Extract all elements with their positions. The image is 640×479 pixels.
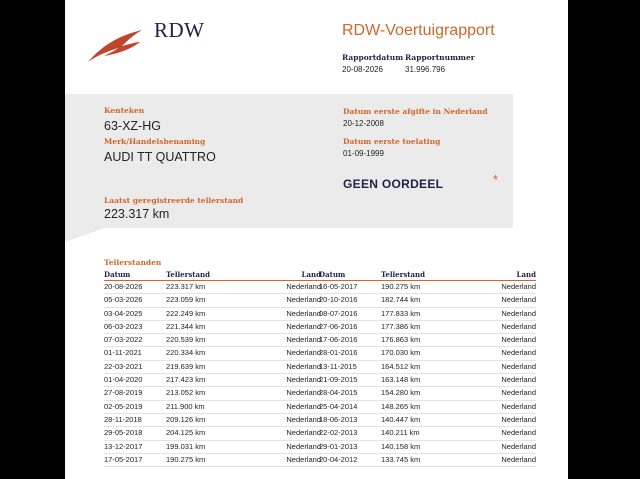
- table-row: [104, 374, 321, 387]
- row-country: Nederland: [501, 348, 536, 358]
- table-row: [104, 308, 321, 321]
- odometer-label: Laatst geregistreerde tellerstand: [104, 196, 244, 205]
- report-date-label: Rapportdatum: [342, 53, 404, 62]
- table-row: [104, 334, 321, 347]
- row-date: 28-11-2018: [104, 414, 142, 424]
- brand-name: RDW: [154, 18, 205, 42]
- row-country: Nederland: [286, 375, 321, 385]
- row-date: 06-03-2023: [104, 321, 143, 331]
- row-date: 08-07-2016: [319, 308, 358, 318]
- row-odometer: 182.744 km: [381, 295, 421, 305]
- column-header-country: Land: [301, 270, 321, 279]
- table-row: [319, 441, 536, 454]
- table-row: [104, 401, 321, 414]
- readings-table-right: [319, 270, 536, 467]
- row-date: 03-04-2025: [104, 308, 143, 318]
- table-row: [319, 281, 536, 294]
- table-row: [319, 454, 536, 467]
- row-odometer: 213.052 km: [166, 388, 206, 398]
- table-row: [104, 454, 321, 467]
- readings-title: Tellerstanden: [104, 258, 162, 267]
- row-country: Nederland: [501, 375, 536, 385]
- row-country: Nederland: [501, 428, 536, 438]
- report-number-label: Rapportnummer: [405, 53, 475, 62]
- row-odometer: 164.512 km: [381, 361, 421, 371]
- first-nl-value: 20-12-2008: [343, 119, 384, 128]
- table-row: [104, 347, 321, 360]
- row-country: Nederland: [286, 348, 321, 358]
- verdict-asterisk: *: [493, 172, 499, 187]
- row-date: 07-03-2022: [104, 335, 143, 345]
- table-row: [319, 414, 536, 427]
- row-country: Nederland: [286, 388, 321, 398]
- row-country: Nederland: [286, 308, 321, 318]
- row-date: 27-08-2019: [104, 388, 143, 398]
- odometer-value: 223.317 km: [104, 207, 170, 221]
- table-row: [319, 401, 536, 414]
- table-row: [319, 308, 536, 321]
- row-date: 29-05-2018: [104, 428, 143, 438]
- row-date: 27-06-2016: [319, 321, 358, 331]
- row-odometer: 177.833 km: [381, 308, 421, 318]
- readings-table-left: [104, 270, 321, 467]
- table-row: [104, 414, 321, 427]
- row-country: Nederland: [501, 441, 536, 451]
- row-country: Nederland: [501, 295, 536, 305]
- panel-corner: [65, 228, 105, 242]
- odometer-verdict: GEEN OORDEEL: [343, 177, 444, 191]
- row-date: 21-09-2015: [319, 375, 358, 385]
- row-country: Nederland: [286, 441, 321, 451]
- row-odometer: 133.745 km: [381, 454, 421, 464]
- column-header-date: Datum: [319, 270, 346, 279]
- row-odometer: 204.125 km: [166, 428, 206, 438]
- row-date: 28-04-2015: [319, 388, 358, 398]
- row-date: 17-06-2016: [319, 335, 358, 345]
- row-odometer: 221.344 km: [166, 321, 206, 331]
- table-row: [319, 347, 536, 360]
- row-odometer: 220.334 km: [166, 348, 206, 358]
- plate-value: 63-XZ-HG: [104, 119, 161, 133]
- row-date: 20-08-2026: [104, 282, 143, 291]
- row-country: Nederland: [286, 282, 321, 291]
- table-row: [319, 427, 536, 440]
- plate-label: Kenteken: [104, 106, 145, 115]
- row-country: Nederland: [501, 308, 536, 318]
- row-country: Nederland: [501, 361, 536, 371]
- row-odometer: 140.211 km: [381, 428, 420, 438]
- make-label: Merk/Handelsbenaming: [104, 137, 206, 146]
- row-country: Nederland: [286, 361, 321, 371]
- row-odometer: 199.031 km: [166, 441, 206, 451]
- rdw-logo-icon: [86, 24, 146, 64]
- row-odometer: 148.265 km: [381, 401, 421, 411]
- row-date: 16-05-2017: [319, 282, 358, 291]
- row-date: 28-01-2016: [319, 348, 358, 358]
- column-header-odometer: Tellerstand: [381, 270, 426, 279]
- table-header: [104, 270, 321, 281]
- row-country: Nederland: [286, 401, 321, 411]
- table-row: [104, 321, 321, 334]
- row-country: Nederland: [286, 454, 321, 464]
- table-row: [104, 361, 321, 374]
- row-date: 22-02-2013: [319, 428, 358, 438]
- table-header: [319, 270, 536, 281]
- row-country: Nederland: [501, 321, 536, 331]
- row-odometer: 209.126 km: [166, 414, 206, 424]
- column-header-odometer: Tellerstand: [166, 270, 211, 279]
- row-country: Nederland: [286, 321, 321, 331]
- report-date: 20-08-2026: [342, 65, 383, 74]
- row-odometer: 177.386 km: [381, 321, 421, 331]
- report-title: RDW-Voertuigrapport: [342, 22, 495, 39]
- row-odometer: 190.275 km: [381, 282, 421, 291]
- row-odometer: 223.317 km: [166, 282, 206, 291]
- row-odometer: 211.900 km: [166, 401, 205, 411]
- row-date: 01-11-2021: [104, 348, 142, 358]
- table-row: [319, 387, 536, 400]
- row-date: 18-06-2013: [319, 414, 358, 424]
- row-date: 22-03-2021: [104, 361, 143, 371]
- row-country: Nederland: [501, 282, 536, 291]
- row-date: 01-04-2020: [104, 375, 143, 385]
- table-row: [319, 361, 536, 374]
- row-country: Nederland: [501, 454, 536, 464]
- table-row: [104, 294, 321, 307]
- row-country: Nederland: [286, 414, 321, 424]
- row-date: 20-04-2012: [319, 454, 358, 464]
- row-date: 17-05-2017: [104, 454, 143, 464]
- row-country: Nederland: [501, 414, 536, 424]
- row-date: 20-10-2016: [319, 295, 358, 305]
- make-value: AUDI TT QUATTRO: [104, 150, 216, 164]
- row-date: 29-01-2013: [319, 441, 358, 451]
- row-country: Nederland: [286, 335, 321, 345]
- row-odometer: 163.148 km: [381, 375, 421, 385]
- report-number: 31.996.796: [405, 65, 446, 74]
- row-odometer: 223.059 km: [166, 295, 206, 305]
- table-row: [104, 427, 321, 440]
- row-country: Nederland: [286, 428, 321, 438]
- table-row: [104, 281, 321, 294]
- row-odometer: 219.639 km: [166, 361, 206, 371]
- row-date: 13-12-2017: [104, 441, 143, 451]
- row-odometer: 140.447 km: [381, 414, 421, 424]
- row-odometer: 217.423 km: [166, 375, 206, 385]
- row-date: 13-11-2015: [319, 361, 357, 371]
- table-row: [104, 387, 321, 400]
- row-odometer: 220.539 km: [166, 335, 206, 345]
- row-date: 02-05-2019: [104, 401, 143, 411]
- row-country: Nederland: [286, 295, 321, 305]
- row-country: Nederland: [501, 401, 536, 411]
- first-admission-value: 01-09-1999: [343, 149, 384, 158]
- first-admission-label: Datum eerste toelating: [343, 137, 441, 146]
- table-row: [319, 294, 536, 307]
- row-country: Nederland: [501, 335, 536, 345]
- table-row: [319, 321, 536, 334]
- table-row: [104, 441, 321, 454]
- row-odometer: 176.863 km: [381, 335, 421, 345]
- report-page: [65, 0, 568, 479]
- row-odometer: 140.158 km: [381, 441, 421, 451]
- column-header-date: Datum: [104, 270, 131, 279]
- row-odometer: 190.275 km: [166, 454, 206, 464]
- column-header-country: Land: [516, 270, 536, 279]
- row-odometer: 222.249 km: [166, 308, 206, 318]
- row-country: Nederland: [501, 388, 536, 398]
- table-row: [319, 374, 536, 387]
- first-nl-label: Datum eerste afgifte in Nederland: [343, 107, 488, 116]
- row-odometer: 170.030 km: [381, 348, 421, 358]
- row-odometer: 154.280 km: [381, 388, 421, 398]
- row-date: 05-03-2026: [104, 295, 143, 305]
- row-date: 25-04-2014: [319, 401, 358, 411]
- table-row: [319, 334, 536, 347]
